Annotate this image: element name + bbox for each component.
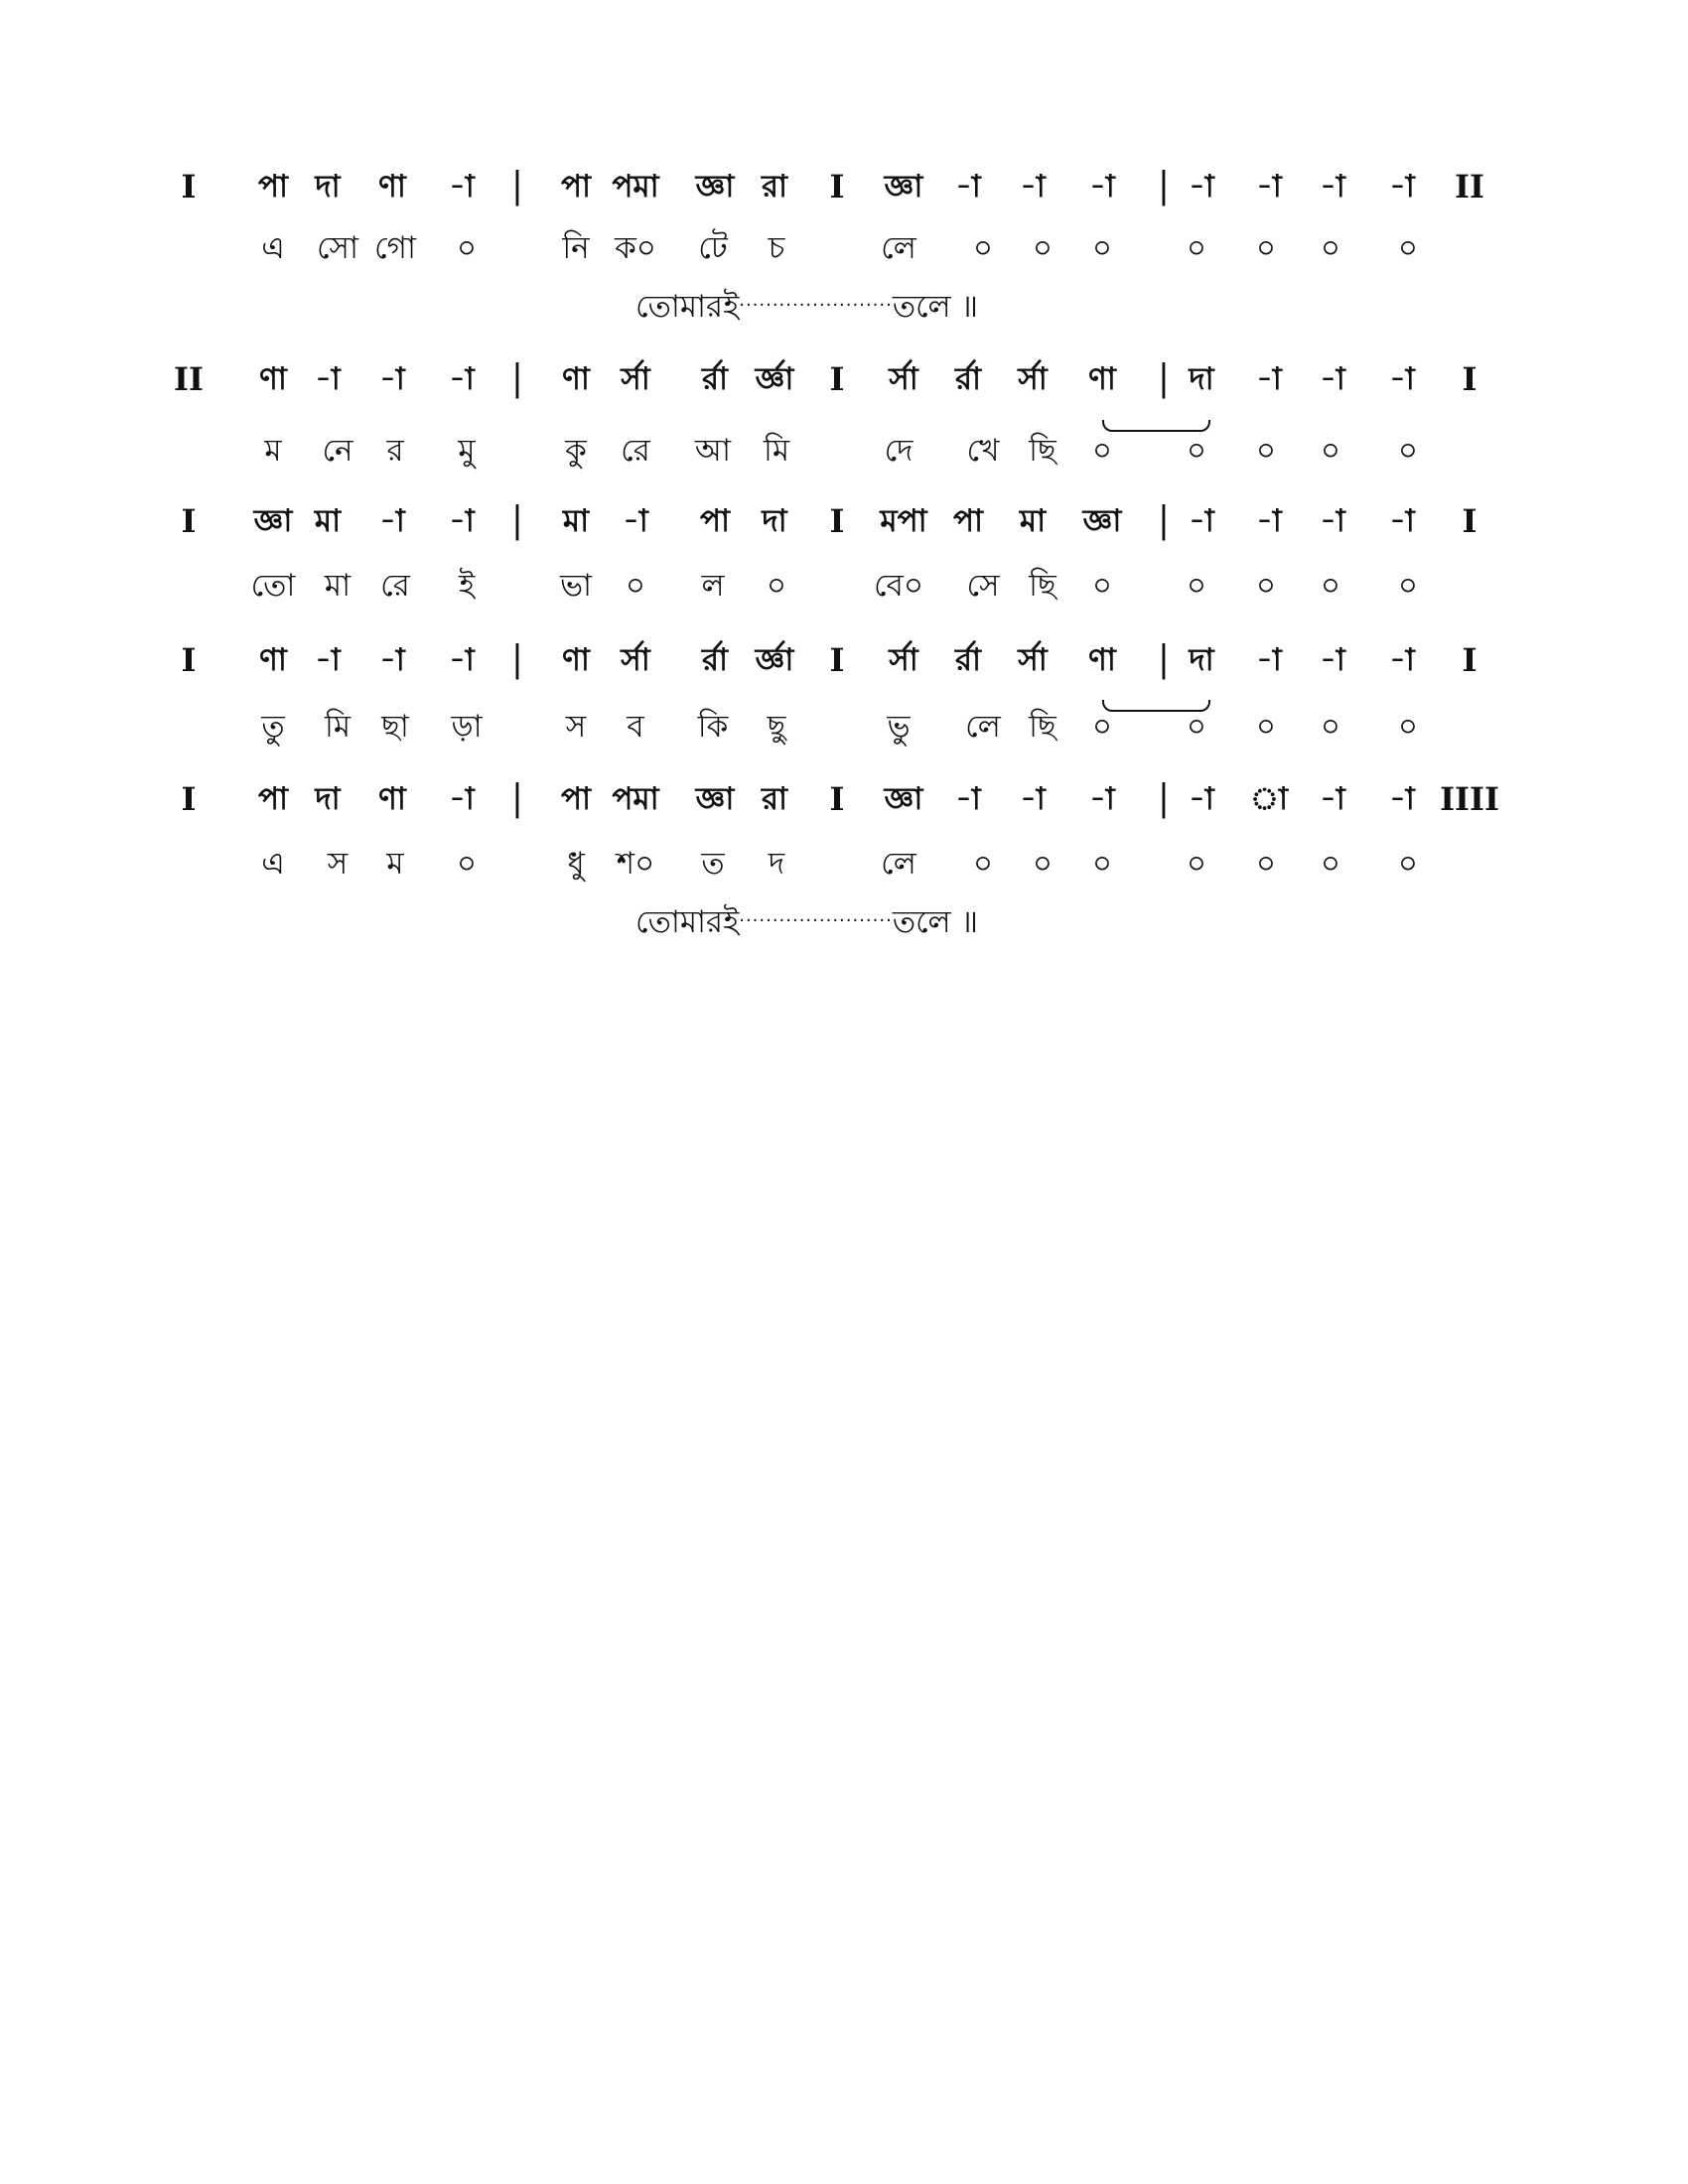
lyric-syllable: ০: [1186, 230, 1207, 266]
section-barline: I: [1462, 502, 1477, 540]
section-barline: II: [174, 360, 204, 398]
lyric-syllable: সে: [966, 568, 1000, 604]
lyric-syllable: স: [565, 709, 587, 745]
lyric-syllable: ০: [456, 846, 478, 882]
lyric-syllable: ০: [1320, 846, 1341, 882]
swara-note: দা: [1189, 361, 1214, 397]
swara-note: -া: [955, 781, 981, 817]
swara-note: -া: [1089, 781, 1115, 817]
refrain-start: তোমারই: [635, 289, 740, 325]
lyric-syllable: নে: [322, 433, 353, 469]
refrain-end: তলে ॥: [892, 289, 979, 325]
section-barline: I: [829, 780, 845, 818]
lyric-syllable: ভু: [887, 709, 911, 745]
lyric-syllable: ০: [1397, 433, 1419, 469]
swara-note: র্জ্ঞা: [755, 642, 794, 678]
section-barline: I: [181, 168, 197, 205]
lyric-syllable: মি: [324, 709, 352, 745]
slur-mark: [1102, 700, 1210, 712]
lyric-syllable: শ০: [616, 846, 655, 882]
lyric-syllable: ই: [458, 568, 476, 604]
section-barline: I: [181, 641, 197, 679]
swara-note: ণা: [1088, 642, 1116, 678]
swara-note: পা: [257, 169, 289, 205]
refrain-start: তোমারই: [635, 904, 740, 940]
refrain-end: তলে ॥: [892, 904, 979, 940]
section-barline: I: [181, 780, 197, 818]
lyric-syllable: ০: [1186, 433, 1207, 469]
swara-note: মপা: [880, 503, 927, 539]
swara-note: র্রা: [954, 642, 982, 678]
swara-note: মা: [314, 503, 342, 539]
refrain-ellipsis: ·······················: [739, 295, 893, 316]
lyric-syllable: রে: [380, 568, 410, 604]
lyric-syllable: খে: [966, 433, 1000, 469]
lyric-syllable: ত: [701, 846, 725, 882]
lyric-syllable: নি: [562, 230, 590, 266]
swara-note: -া: [1389, 503, 1415, 539]
lyric-syllable: সো: [316, 230, 359, 266]
swara-note: জ্ঞা: [695, 781, 735, 817]
section-barline: I: [829, 641, 845, 679]
swara-note: ণা: [259, 642, 287, 678]
swara-note: -া: [1320, 781, 1345, 817]
swara-note: রা: [761, 169, 788, 205]
swara-note: -া: [1256, 169, 1282, 205]
swara-note: জ্ঞা: [1082, 503, 1122, 539]
lyric-syllable: কি: [697, 709, 729, 745]
lyric-syllable: ০: [1255, 709, 1277, 745]
swara-note: -া: [955, 169, 981, 205]
swara-note: -া: [449, 781, 475, 817]
lyric-syllable: মু: [458, 433, 476, 469]
lyric-syllable: ড়া: [451, 709, 483, 745]
lyric-syllable: ০: [1091, 433, 1113, 469]
lyric-syllable: টে: [698, 230, 728, 266]
swara-note: পা: [560, 781, 592, 817]
swara-note: পমা: [612, 781, 659, 817]
section-barline: I: [181, 502, 197, 540]
swara-note: রা: [761, 781, 788, 817]
swara-note: -া: [1020, 781, 1046, 817]
beat-divider: |: [510, 166, 524, 206]
lyric-syllable: ভা: [559, 568, 593, 604]
swara-note: -া: [379, 503, 405, 539]
lyric-syllable: ছু: [767, 709, 786, 745]
swara-note: পা: [699, 503, 731, 539]
swara-note: -া: [1320, 169, 1345, 205]
lyric-syllable: কু: [565, 433, 587, 469]
swara-note: -া: [1020, 169, 1046, 205]
lyric-syllable: বে০: [874, 568, 923, 604]
swara-note: ণা: [562, 642, 590, 678]
lyric-syllable: ০: [1091, 709, 1113, 745]
beat-divider: |: [510, 778, 524, 819]
lyric-syllable: ০: [1032, 230, 1054, 266]
lyric-syllable: ম: [386, 846, 404, 882]
lyric-syllable: দে: [884, 433, 914, 469]
lyric-syllable: ছি: [1029, 709, 1056, 745]
section-barline: I: [829, 360, 845, 398]
lyric-syllable: ০: [1186, 709, 1207, 745]
swara-note: জ্ঞা: [884, 169, 923, 205]
lyric-syllable: ০: [766, 568, 787, 604]
swara-note: র্সা: [1018, 361, 1048, 397]
section-barline: IIII: [1440, 780, 1499, 818]
swara-note: ণা: [1088, 361, 1116, 397]
swara-note: ণা: [562, 361, 590, 397]
beat-divider: |: [510, 500, 524, 541]
swara-note: -া: [1389, 642, 1415, 678]
swara-note: র্জ্ঞা: [755, 361, 794, 397]
lyric-syllable: ০: [972, 846, 994, 882]
swara-note: পমা: [612, 169, 659, 205]
lyric-syllable: আ: [694, 433, 732, 469]
swara-note: -া: [1189, 781, 1214, 817]
swara-note: -া: [315, 361, 341, 397]
lyric-syllable: ধু: [567, 846, 585, 882]
lyric-syllable: মি: [763, 433, 790, 469]
swara-note: -া: [1089, 169, 1115, 205]
lyric-syllable: ছা: [381, 709, 409, 745]
lyric-syllable: ০: [1032, 846, 1054, 882]
lyric-syllable: ০: [1397, 709, 1419, 745]
lyric-syllable: ০: [972, 230, 994, 266]
lyric-syllable: ০: [1397, 846, 1419, 882]
swara-note: র্সা: [1018, 642, 1048, 678]
swara-note: জ্ঞা: [884, 781, 923, 817]
lyric-syllable: ০: [625, 568, 646, 604]
swara-note: -া: [379, 642, 405, 678]
swara-note: ণা: [259, 361, 287, 397]
swara-note: -া: [1320, 503, 1345, 539]
lyric-syllable: ০: [1091, 846, 1113, 882]
lyric-syllable: ছি: [1029, 433, 1056, 469]
swara-note: -া: [1320, 642, 1345, 678]
lyric-syllable: ক০: [615, 230, 656, 266]
slur-mark: [1102, 420, 1210, 432]
swara-note: -া: [449, 169, 475, 205]
swara-note: র্সা: [889, 642, 918, 678]
swara-note: -া: [1256, 642, 1282, 678]
swara-note: দা: [315, 781, 341, 817]
swara-note: পা: [257, 781, 289, 817]
lyric-syllable: ০: [1320, 709, 1341, 745]
lyric-syllable: দ: [768, 846, 785, 882]
swara-note: দা: [762, 503, 787, 539]
swara-note: -া: [1189, 503, 1214, 539]
swara-note: জ্ঞা: [695, 169, 735, 205]
section-barline: I: [1462, 641, 1477, 679]
lyric-syllable: তু: [261, 709, 285, 745]
swara-note: ণা: [378, 169, 406, 205]
swara-note: -া: [315, 642, 341, 678]
swara-note: জ্ঞা: [253, 503, 293, 539]
section-barline: I: [829, 168, 845, 205]
swara-note: -া: [379, 361, 405, 397]
lyric-syllable: মা: [324, 568, 352, 604]
lyric-syllable: লে: [881, 846, 916, 882]
swara-note: -া: [449, 361, 475, 397]
swara-note: র্সা: [621, 642, 650, 678]
lyric-syllable: ছি: [1029, 568, 1056, 604]
swara-note: -া: [449, 503, 475, 539]
swara-note: -া: [1389, 169, 1415, 205]
beat-divider: |: [510, 639, 524, 680]
lyric-syllable: ব: [627, 709, 644, 745]
swara-note: ণা: [378, 781, 406, 817]
swara-note: -া: [1256, 361, 1282, 397]
lyric-syllable: ০: [1255, 846, 1277, 882]
swara-note: র্রা: [954, 361, 982, 397]
swara-note: র্সা: [889, 361, 918, 397]
lyric-syllable: ০: [1397, 230, 1419, 266]
swara-note: -া: [1189, 169, 1214, 205]
swara-note: পা: [952, 503, 984, 539]
swara-note: র্সা: [621, 361, 650, 397]
swara-note: া: [1249, 781, 1289, 817]
lyric-syllable: লে: [965, 709, 1001, 745]
lyric-syllable: ০: [1091, 230, 1113, 266]
swara-note: দা: [315, 169, 341, 205]
lyric-syllable: এ: [261, 230, 285, 266]
lyric-syllable: ০: [1255, 230, 1277, 266]
beat-divider: |: [510, 358, 524, 399]
swara-note: পা: [560, 169, 592, 205]
beat-divider: |: [1157, 778, 1171, 819]
lyric-syllable: ০: [1320, 568, 1341, 604]
lyric-syllable: চ: [768, 230, 785, 266]
lyric-syllable: স: [327, 846, 349, 882]
lyric-syllable: গো: [374, 230, 416, 266]
beat-divider: |: [1157, 500, 1171, 541]
swara-note: মা: [562, 503, 590, 539]
beat-divider: |: [1157, 166, 1171, 206]
swara-note: -া: [623, 503, 648, 539]
section-barline: I: [829, 502, 845, 540]
swara-note: র্রা: [701, 642, 729, 678]
lyric-syllable: ০: [1255, 568, 1277, 604]
swara-note: -া: [1389, 361, 1415, 397]
section-barline: I: [1462, 360, 1477, 398]
beat-divider: |: [1157, 639, 1171, 680]
refrain-line: [635, 287, 978, 326]
swara-note: দা: [1189, 642, 1214, 678]
lyric-syllable: র: [386, 433, 404, 469]
swara-note: -া: [1389, 781, 1415, 817]
lyric-syllable: ০: [1320, 433, 1341, 469]
lyric-syllable: তো: [250, 568, 296, 604]
lyric-syllable: ল: [701, 568, 725, 604]
lyric-syllable: লে: [881, 230, 916, 266]
swara-note: -া: [449, 642, 475, 678]
lyric-syllable: ০: [1397, 568, 1419, 604]
lyric-syllable: ০: [1186, 846, 1207, 882]
refrain-line: [635, 902, 978, 941]
swara-note: -া: [1256, 503, 1282, 539]
refrain-ellipsis: ·······················: [739, 910, 893, 931]
swara-note: -া: [1320, 361, 1345, 397]
lyric-syllable: ০: [1255, 433, 1277, 469]
lyric-syllable: ০: [1320, 230, 1341, 266]
lyric-syllable: ম: [264, 433, 282, 469]
lyric-syllable: ০: [1091, 568, 1113, 604]
section-barline: II: [1455, 168, 1484, 205]
swara-note: মা: [1019, 503, 1047, 539]
beat-divider: |: [1157, 358, 1171, 399]
lyric-syllable: এ: [261, 846, 285, 882]
swara-note: র্রা: [701, 361, 729, 397]
lyric-syllable: ০: [1186, 568, 1207, 604]
lyric-syllable: রে: [621, 433, 650, 469]
lyric-syllable: ০: [456, 230, 478, 266]
